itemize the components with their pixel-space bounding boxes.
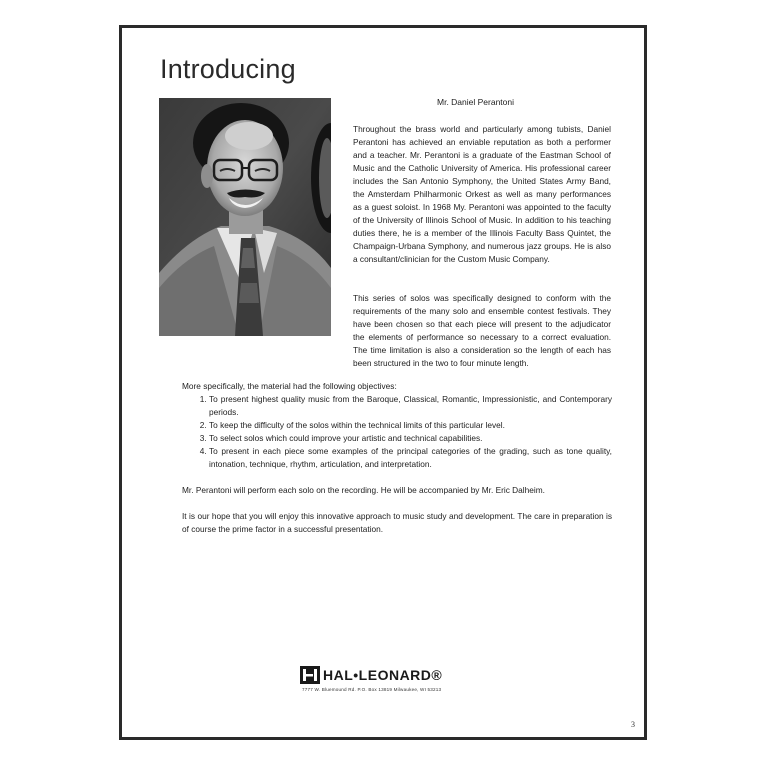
objective-item: 1. To present highest quality music from the Baroque, Classical, Romantic, Impressionistic, and Contemporary periods. — [209, 393, 612, 419]
recording-paragraph: Mr. Perantoni will perform each solo on the recording. He will be accompanied by Mr. Eric Dalheim. — [182, 485, 545, 495]
portrait-photo — [159, 98, 331, 336]
objective-item: 2. To keep the difficulty of the solos within the technical limits of this particular level. — [209, 419, 612, 432]
page-number: 3 — [631, 720, 635, 729]
publisher-logo — [300, 666, 475, 698]
page-title: Introducing — [160, 54, 296, 84]
author-name: Mr. Daniel Perantoni — [437, 97, 515, 107]
series-paragraph: This series of solos was specifically designed to conform with the requirements of the many solo and ensemble contest festivals. They have been chosen so that each piece will present to the adjudicator the elements of performance so necessary to a correct evaluation. The time limitation is also a consideration so the length of each has been structured in the two to four minute length. — [353, 293, 611, 368]
objectives-section — [182, 380, 612, 471]
publisher-address: 7777 W. Bluemound Rd. P.O. Box 13819 Milwaukee, WI 53213 — [302, 687, 442, 692]
closing-paragraph: It is our hope that you will enjoy this innovative approach to music study and development. The care in preparation is of course the prime factor in a successful presentation. — [182, 511, 612, 534]
objectives-lead: More specifically, the material had the following objectives: — [182, 381, 397, 391]
publisher-logo-text: HAL•LEONARD® — [323, 667, 443, 683]
hal-leonard-mark-icon — [300, 666, 320, 684]
objectives-list — [182, 393, 612, 471]
objective-item: 3. To select solos which could improve your artistic and technical capabilities. — [209, 432, 612, 445]
objective-item: 4. To present in each piece some examples of the principal categories of the grading, such as tone quality, intonation, technique, rhythm, articulation, and interpretation. — [209, 445, 612, 471]
document-page — [119, 25, 647, 740]
bio-paragraph: Throughout the brass world and particularly among tubists, Daniel Perantoni has achieved an enviable reputation as both a performer and a teacher. Mr. Perantoni is a graduate of the Eastman School of Music and the Catholic University of America. His professional career includes the San Antonio Symphony, the United States Army Band, the Amsterdam Philharmonic Orkest as well as many performances as a guest soloist. In 1968 My. Perantoni was appointed to the faculty of the University of Illinois School of Music. In addition to his teaching duties there, he is a member of the Illinois Faculty Bass Quintet, the Champaign-Urbana Symphony, and numerous jazz groups. He is also a consultant/clinician for the Custom Music Company. — [353, 124, 611, 264]
